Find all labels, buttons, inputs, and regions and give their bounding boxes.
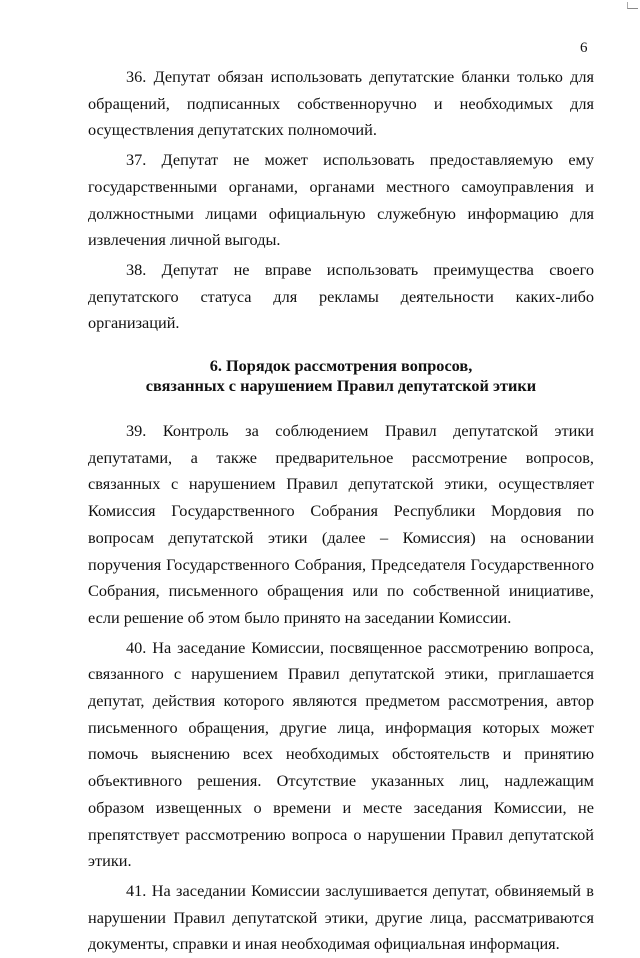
corner-mark (627, 2, 638, 9)
paragraph-37: 37. Депутат не может использовать предоставляемую ему государственными органами, органами местного самоуправления и должностными лицами официальную служебную информацию для извлечения личной выгоды. (88, 150, 594, 250)
section-heading (88, 356, 594, 396)
page-number: 6 (580, 40, 588, 56)
paragraph-36: 36. Депутат обязан использовать депутатские бланки только для обращений, подписанных собственноручно и необходимых для осуществления депутатских полномочий. (88, 67, 594, 140)
paragraph-39: 39. Контроль за соблюдением Правил депутатской этики депутатами, а также предварительное рассмотрение вопросов, связанных с нарушением Правил депутатской этики, осуществляет Комиссия Государственного Собрания Республики Мордовия по вопросам депутатской этики (далее – Комиссия) на основании поручения Государственного Собрания, Председателя Государственного Собрания, письменного обращения или по собственной инициативе, если решение об этом было принято на заседании Комиссии. (88, 421, 594, 627)
paragraph-38: 38. Депутат не вправе использовать преимущества своего депутатского статуса для рекламы деятельности каких-либо организаций. (88, 259, 594, 333)
paragraph-41: 41. На заседании Комиссии заслушивается депутат, обвиняемый в нарушении Правил депутатской этики, другие лица, рассматриваются документы, справки и иная необходимая официальная информация. (88, 880, 594, 954)
section-heading-line-1: 6. Порядок рассмотрения вопросов, (209, 356, 473, 376)
document-body (88, 64, 594, 958)
paragraph-40: 40. На заседание Комиссии, посвященное рассмотрению вопроса, связанного с нарушением Правил депутатской этики, приглашается депутат, действия которого являются предметом рассмотрения, автор письменного обращения, другие лица, информация которых может помочь выяснению всех необходимых обстоятельств и принятию объективного решения. Отсутствие указанных лиц, надлежащим образом извещенных о времени и месте заседания Комиссии, не препятствует рассмотрению вопроса о нарушении Правил депутатской этики. (88, 637, 594, 871)
section-heading-line-2: связанных с нарушением Правил депутатской этики (145, 376, 537, 396)
